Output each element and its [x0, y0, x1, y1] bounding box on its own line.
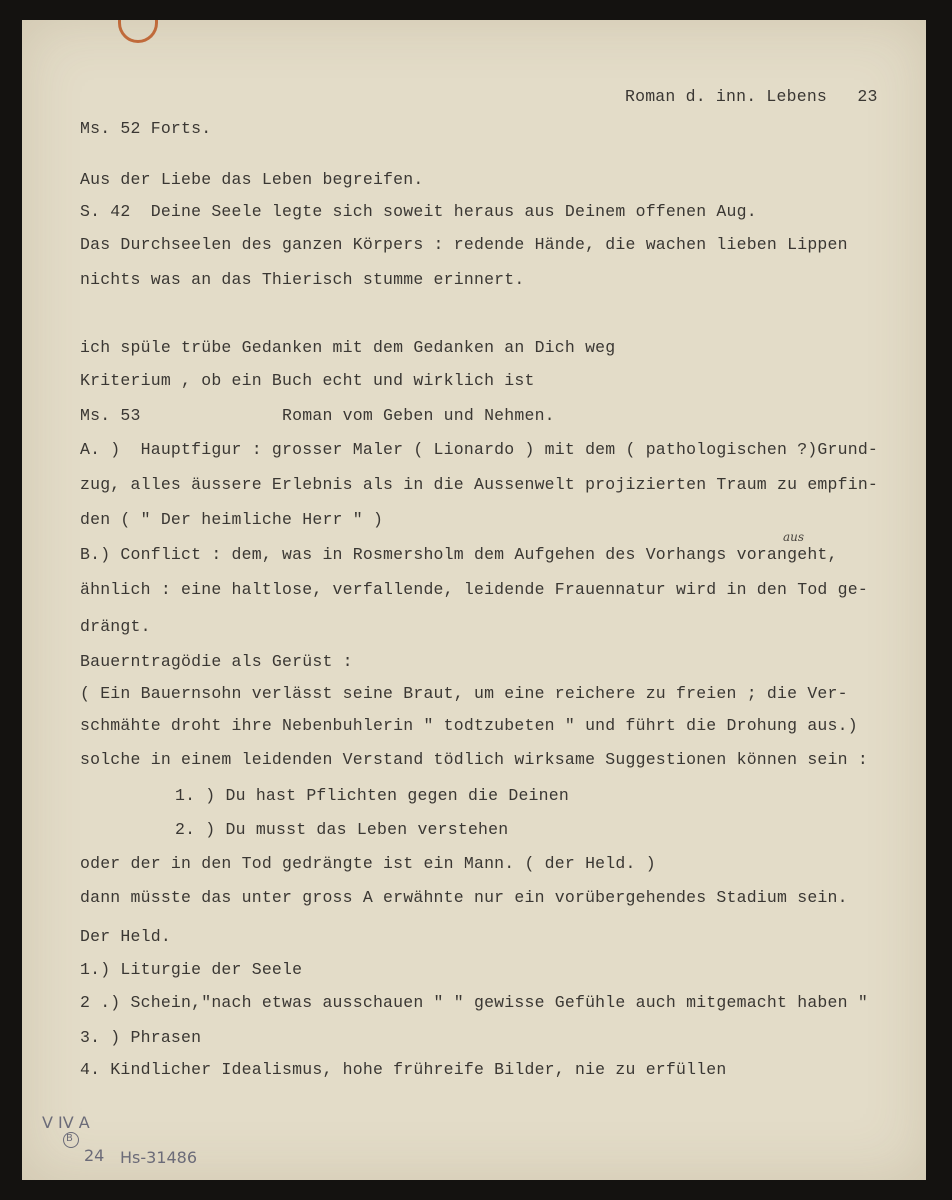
- text-line: drängt.: [80, 617, 151, 636]
- text-line: dann müsste das unter gross A erwähnte nur ein vorübergehendes Stadium sein.: [80, 888, 848, 907]
- text-line: zug, alles äussere Erlebnis als in die Aussenwelt projizierten Traum zu empfin-: [80, 475, 879, 494]
- text-line: Das Durchseelen des ganzen Körpers : redende Hände, die wachen lieben Lippen: [80, 235, 848, 254]
- text-line: solche in einem leidenden Verstand tödlich wirksame Suggestionen können sein :: [80, 750, 868, 769]
- text-line: 2. ) Du musst das Leben verstehen: [175, 820, 509, 839]
- page-header: Roman d. inn. Lebens 23: [625, 87, 878, 106]
- text-line: nichts was an das Thierisch stumme erinnert.: [80, 270, 525, 289]
- text-line: oder der in den Tod gedrängte ist ein Mann. ( der Held. ): [80, 854, 656, 873]
- text-line: 4. Kindlicher Idealismus, hohe frühreife Bilder, nie zu erfüllen: [80, 1060, 727, 1079]
- text-line: 3. ) Phrasen: [80, 1028, 202, 1047]
- text-line: 1. ) Du hast Pflichten gegen die Deinen: [175, 786, 569, 805]
- handwritten-correction: aus: [783, 530, 805, 544]
- text-line: Aus der Liebe das Leben begreifen.: [80, 170, 424, 189]
- text-line: Der Held.: [80, 927, 171, 946]
- text-line: ähnlich : eine haltlose, verfallende, leidende Frauennatur wird in den Tod ge-: [80, 580, 868, 599]
- text-line: ( Ein Bauernsohn verlässt seine Braut, um eine reichere zu freien ; die Ver-: [80, 684, 848, 703]
- archive-circled-letter: B: [66, 1133, 73, 1144]
- text-line: 2 .) Schein,"nach etwas ausschauen " " gewisse Gefühle auch mitgemacht haben ": [80, 993, 868, 1012]
- text-line: Ms. 52 Forts.: [80, 119, 212, 138]
- text-line: den ( " Der heimliche Herr " ): [80, 510, 384, 529]
- ink-stamp-mark: [118, 20, 158, 43]
- text-line: S. 42 Deine Seele legte sich soweit heraus aus Deinem offenen Aug.: [80, 202, 757, 221]
- text-line: 1.) Liturgie der Seele: [80, 960, 303, 979]
- archive-number: 24: [84, 1146, 105, 1165]
- text-line: Bauerntragödie als Gerüst :: [80, 652, 353, 671]
- archive-signature: Hs-31486: [120, 1148, 198, 1167]
- text-line: B.) Conflict : dem, was in Rosmersholm dem Aufgehen des Vorhangs vorangeht,: [80, 545, 838, 564]
- text-line: Ms. 53 Roman vom Geben und Nehmen.: [80, 406, 555, 425]
- text-line: Kriterium , ob ein Buch echt und wirklich ist: [80, 371, 535, 390]
- text-line: ich spüle trübe Gedanken mit dem Gedanken an Dich weg: [80, 338, 616, 357]
- text-line: schmähte droht ihre Nebenbuhlerin " todtzubeten " und führt die Drohung aus.): [80, 716, 858, 735]
- archive-shelf-mark: V IV A: [42, 1113, 90, 1132]
- text-line: A. ) Hauptfigur : grosser Maler ( Lionardo ) mit dem ( pathologischen ?)Grund-: [80, 440, 879, 459]
